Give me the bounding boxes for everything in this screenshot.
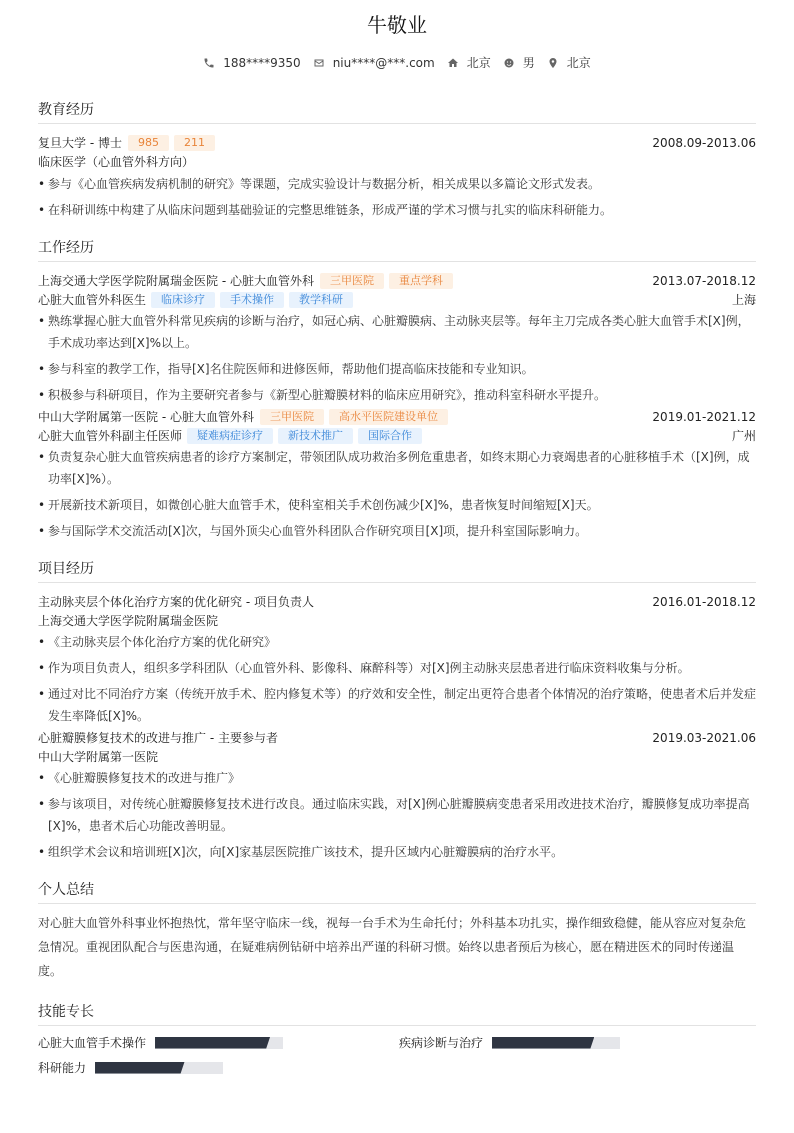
skill-bar [95,1062,223,1074]
job-date: 2019.01-2021.12 [652,409,756,424]
org-tag: 三甲医院 [260,409,324,425]
major: 临床医学（心血管外科方向） [38,155,195,169]
contact-home [447,54,491,71]
project-bullets [38,631,756,727]
skill-bar [492,1037,620,1049]
section-title-summary: 个人总结 [38,879,756,904]
role-tag: 教学科研 [289,292,353,308]
project-org: 上海交通大学医学院附属瑞金医院 [38,614,219,628]
list-item: • 开展新技术新项目，如微创心脏大血管手术，使科室相关手术创伤减少[X]%，患者恢复时间缩短[X]天。 [38,494,756,516]
project-date: 2019.03-2021.06 [652,730,756,745]
skills-grid [38,1034,756,1076]
job-header [38,271,756,290]
project-entry [38,728,756,863]
location-text: 北京 [566,56,591,70]
projects-section [38,558,756,863]
list-item: • 参与国际学术交流活动[X]次，与国外顶尖心血管外科团队合作研究项目[X]项，提升科室国际影响力。 [38,520,756,542]
contact-bar [38,54,756,71]
role-tag: 新技术推广 [278,428,353,444]
role-tag: 国际合作 [358,428,422,444]
list-item: • 熟练掌握心脏大血管外科常见疾病的诊断与治疗，如冠心病、心脏瓣膜病、主动脉夹层等。每年主刀完成各类心脏大血管手术[X]例，手术成功率达到[X]%以上。 [38,310,756,354]
job-city: 广州 [731,429,756,443]
job-org: 中山大学附属第一医院 - 心脏大血管外科 [38,410,254,424]
org-tag: 三甲医院 [320,273,384,289]
school-tag: 211 [174,135,215,151]
list-item: • 作为项目负责人，组织多学科团队（心血管外科、影像科、麻醉科等）对[X]例主动脉夹层患者进行临床资料收集与分析。 [38,657,756,679]
skill-name: 疾病诊断与治疗 [399,1036,484,1050]
contact-phone [203,56,300,70]
school-name: 复旦大学 - 博士 [38,136,122,150]
project-header [38,728,756,747]
mail-icon [313,57,325,69]
list-item: • 《心脏瓣膜修复技术的改进与推广》 [38,767,756,789]
phone-icon [203,57,215,69]
phone-text: 188****9350 [223,55,301,70]
location-icon [547,57,559,69]
candidate-name: 牛敬业 [367,13,427,37]
section-title-projects: 项目经历 [38,558,756,583]
role-tag: 手术操作 [220,292,284,308]
job-bullets [38,446,756,542]
job-header [38,407,756,426]
list-item: • 在科研训练中构建了从临床问题到基础验证的完整思维链条，形成严谨的学术习惯与扎实的临床科研能力。 [38,199,756,221]
job-city: 上海 [731,293,756,307]
project-bullets [38,767,756,863]
job-role: 心脏大血管外科副主任医师 [38,429,183,443]
work-section [38,237,756,542]
job-entry [38,407,756,542]
education-section [38,99,756,221]
project-name: 心脏瓣膜修复技术的改进与推广 - 主要参与者 [38,731,278,745]
skill-name: 科研能力 [38,1061,87,1075]
section-title-education: 教育经历 [38,99,756,124]
org-tag: 重点学科 [389,273,453,289]
org-tag: 高水平医院建设单位 [329,409,448,425]
list-item: • 《主动脉夹层个体化治疗方案的优化研究》 [38,631,756,653]
list-item: • 参与科室的教学工作，指导[X]名住院医师和进修医师，帮助他们提高临床技能和专业知识。 [38,358,756,380]
gender-icon [503,57,515,69]
list-item: • 参与该项目，对传统心脏瓣膜修复技术进行改良。通过临床实践，对[X]例心脏瓣膜病变患者采用改进技术治疗，瓣膜修复成功率提高[X]%，患者术后心功能改善明显。 [38,793,756,837]
contact-gender [503,54,535,71]
skills-section [38,1001,756,1076]
job-org: 上海交通大学医学院附属瑞金医院 - 心脏大血管外科 [38,274,314,288]
job-role: 心脏大血管外科医生 [38,293,147,307]
project-header [38,592,756,611]
education-bullets [38,173,756,221]
skill-name: 心脏大血管手术操作 [38,1036,147,1050]
summary-text: 对心脏大血管外科事业怀抱热忱，常年坚守临床一线，视每一台手术为生命托付；外科基本功扎实，操作细致稳健，能从容应对复杂危急情况。重视团队配合与医患沟通，在疑难病例钻研中培养出严谨的科研习惯。始终以患者预后为核心，愿在精进医术的同时传递温度。 [38,916,747,978]
skill-bar [155,1037,283,1049]
email-text: niu****@***.com [332,55,435,70]
skill-bar-fill [155,1037,270,1049]
skill-item [38,1059,399,1076]
role-tag: 疑难病症诊疗 [187,428,273,444]
section-title-skills: 技能专长 [38,1001,756,1026]
job-role-row [38,290,756,309]
skill-item [38,1034,399,1051]
role-tag: 临床诊疗 [151,292,215,308]
project-name: 主动脉夹层个体化治疗方案的优化研究 - 项目负责人 [38,595,314,609]
project-entry [38,592,756,727]
summary-section [38,879,756,983]
section-title-work: 工作经历 [38,237,756,262]
project-date: 2016.01-2018.12 [652,594,756,609]
project-org: 中山大学附属第一医院 [38,750,159,764]
list-item: • 积极参与科研项目，作为主要研究者参与《新型心脏瓣膜材料的临床应用研究》，推动科室科研水平提升。 [38,384,756,406]
job-entry [38,271,756,406]
skill-item [399,1034,756,1051]
list-item: • 参与《心血管疾病发病机制的研究》等课题，完成实验设计与数据分析，相关成果以多篇论文形式发表。 [38,173,756,195]
school-tag: 985 [128,135,169,151]
gender-text: 男 [522,56,535,70]
job-role-row [38,426,756,445]
job-date: 2013.07-2018.12 [652,273,756,288]
list-item: • 通过对比不同治疗方案（传统开放手术、腔内修复术等）的疗效和安全性，制定出更符合患者个体情况的治疗策略，使患者术后并发症发生率降低[X]%。 [38,683,756,727]
home-text: 北京 [466,56,491,70]
contact-location [547,54,591,71]
education-date: 2008.09-2013.06 [652,135,756,150]
job-bullets [38,310,756,406]
home-icon [447,57,459,69]
contact-email [313,56,435,70]
skill-bar-fill [95,1062,185,1074]
skill-bar-fill [492,1037,594,1049]
list-item: • 组织学术会议和培训班[X]次，向[X]家基层医院推广该技术，提升区域内心脏瓣膜病的治疗水平。 [38,841,756,863]
education-header [38,133,756,152]
list-item: • 负责复杂心脏大血管疾病患者的诊疗方案制定，带领团队成功救治多例危重患者，如终末期心力衰竭患者的心脏移植手术（[X]例，成功率[X]%）。 [38,446,756,490]
